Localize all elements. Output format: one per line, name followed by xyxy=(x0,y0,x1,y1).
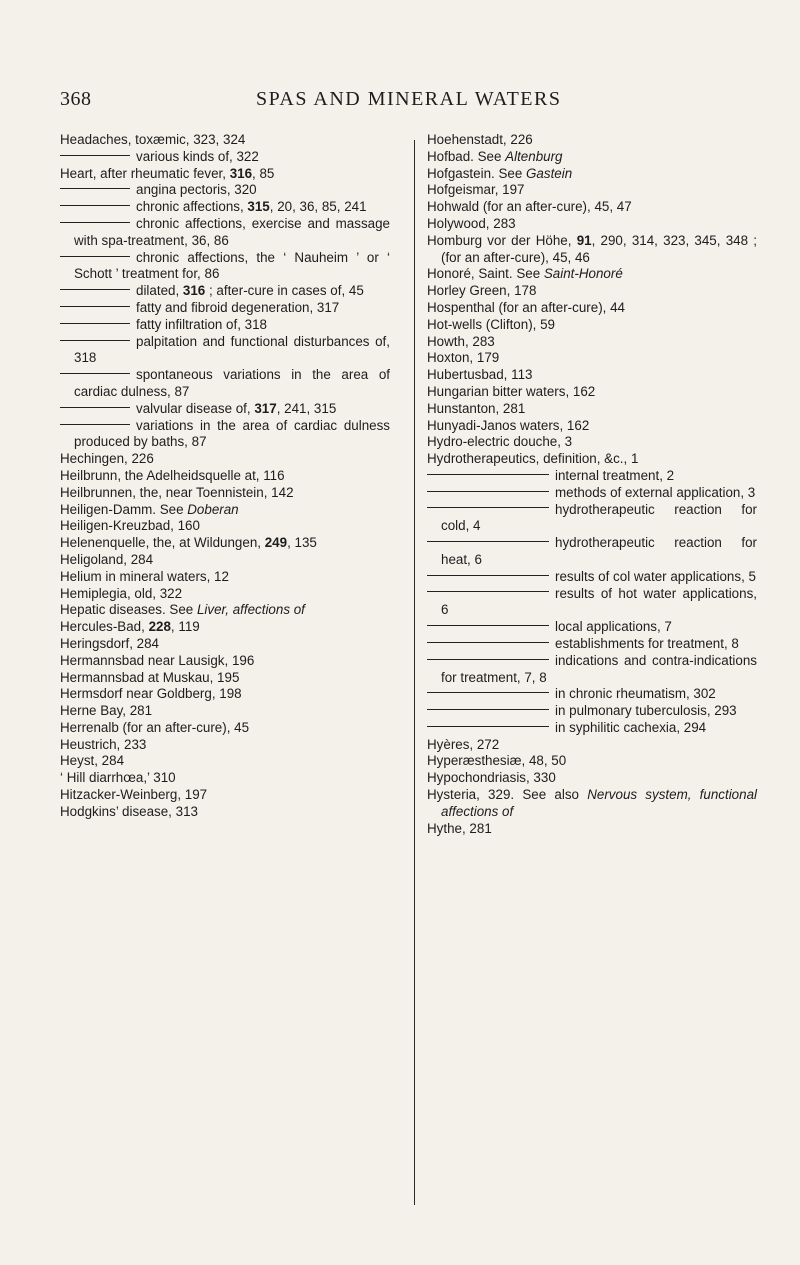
ditto-dash xyxy=(427,575,549,576)
index-subentry: methods of external application, 3 xyxy=(427,485,757,502)
index-entry: Hospenthal (for an after-cure), 44 xyxy=(427,299,625,315)
ditto-dash xyxy=(60,373,130,374)
index-subentry: in pulmonary tuberculosis, 293 xyxy=(427,703,757,720)
index-entry: Honoré, Saint. See Saint-Honoré xyxy=(427,266,623,282)
ditto-dash xyxy=(427,507,549,508)
ditto-dash xyxy=(427,541,549,542)
index-entry: Heart, after rheumatic fever, 316, 85 xyxy=(60,165,275,181)
index-subentry: valvular disease of, 317, 241, 315 xyxy=(60,401,390,418)
index-entry: Holywood, 283 xyxy=(427,215,516,231)
index-subentry: results of hot water applications, 6 xyxy=(427,586,757,620)
index-entry: Hoehenstadt, 226 xyxy=(427,132,533,147)
ditto-dash xyxy=(427,491,549,492)
index-entry: Hydro-electric douche, 3 xyxy=(427,434,573,450)
index-subentry: various kinds of, 322 xyxy=(60,149,390,166)
index-entry: Hot-wells (Clifton), 59 xyxy=(427,316,555,332)
index-entry: Horley Green, 178 xyxy=(427,283,537,299)
ditto-dash xyxy=(427,692,549,693)
index-column-left xyxy=(60,132,390,821)
index-subentry: chronic affections, exercise and massage with spa-treatment, 36, 86 xyxy=(60,216,390,250)
ditto-dash xyxy=(427,591,549,592)
index-entry: Heiligen-Damm. See Doberan xyxy=(60,501,239,517)
index-entry: Hohwald (for an after-cure), 45, 47 xyxy=(427,199,632,215)
index-entry: Heringsdorf, 284 xyxy=(60,635,159,651)
index-entry: Hyperæsthesiæ, 48, 50 xyxy=(427,753,567,769)
ditto-dash xyxy=(60,155,130,156)
ditto-dash xyxy=(60,323,130,324)
index-entry: Hermannsbad at Muskau, 195 xyxy=(60,669,240,685)
ditto-dash xyxy=(60,306,130,307)
index-entry: Helium in mineral waters, 12 xyxy=(60,568,229,584)
index-subentry: chronic affections, 315, 20, 36, 85, 241 xyxy=(60,199,390,216)
ditto-dash xyxy=(60,424,130,425)
index-entry: Hodgkins’ disease, 313 xyxy=(60,803,198,819)
ditto-dash xyxy=(60,222,130,223)
index-subentry: chronic affections, the ‘ Nauheim ’ or ‘ Schott ’ treatment for, 86 xyxy=(60,250,390,284)
index-subentry: spontaneous variations in the area of cardiac dulness, 87 xyxy=(60,367,390,401)
ditto-dash xyxy=(60,205,130,206)
index-entry: Hemiplegia, old, 322 xyxy=(60,585,183,601)
ditto-dash xyxy=(60,340,130,341)
index-entry: Hercules-Bad, 228, 119 xyxy=(60,619,200,635)
ditto-dash xyxy=(427,659,549,660)
index-entry: Hydrotherapeutics, definition, &c., 1 xyxy=(427,451,639,467)
index-entry: Hepatic diseases. See Liver, affections of xyxy=(60,602,305,618)
index-entry: Hungarian bitter waters, 162 xyxy=(427,383,596,399)
index-entry: Hermsdorf near Goldberg, 198 xyxy=(60,686,242,702)
index-entry: Howth, 283 xyxy=(427,333,495,349)
index-entry: Herrenalb (for an after-cure), 45 xyxy=(60,719,250,735)
index-subentry: in syphilitic cachexia, 294 xyxy=(427,720,757,737)
index-entry: Hunyadi-Janos waters, 162 xyxy=(427,417,590,433)
index-subentry: palpitation and functional disturbances of, 318 xyxy=(60,334,390,368)
index-entry: Heustrich, 233 xyxy=(60,736,147,752)
index-subentry: establishments for treatment, 8 xyxy=(427,636,757,653)
index-subentry: local applications, 7 xyxy=(427,619,757,636)
ditto-dash xyxy=(427,642,549,643)
ditto-dash xyxy=(60,256,130,257)
index-entry: Headaches, toxæmic, 323, 324 xyxy=(60,132,246,147)
index-subentry: indications and contra-indications for treatment, 7, 8 xyxy=(427,653,757,687)
index-entry: Hermannsbad near Lausigk, 196 xyxy=(60,652,255,668)
ditto-dash xyxy=(427,726,549,727)
index-subentry: angina pectoris, 320 xyxy=(60,182,390,199)
index-subentry: variations in the area of cardiac dulness produced by baths, 87 xyxy=(60,418,390,452)
ditto-dash xyxy=(60,289,130,290)
index-entry: Heiligen-Kreuzbad, 160 xyxy=(60,518,200,534)
index-subentry: in chronic rheumatism, 302 xyxy=(427,686,757,703)
index-entry: Hythe, 281 xyxy=(427,820,492,836)
index-entry: Heligoland, 284 xyxy=(60,551,154,567)
index-entry: Heilbrunnen, the, near Toennistein, 142 xyxy=(60,484,294,500)
index-entry: Hechingen, 226 xyxy=(60,451,154,467)
index-subentry: hydrotherapeutic reaction for cold, 4 xyxy=(427,502,757,536)
index-entry: Hoxton, 179 xyxy=(427,350,500,366)
ditto-dash xyxy=(60,188,130,189)
index-entry: Hypochondriasis, 330 xyxy=(427,770,556,786)
index-entry: Herne Bay, 281 xyxy=(60,703,153,719)
index-entry: Heilbrunn, the Adelheidsquelle at, 116 xyxy=(60,467,285,483)
index-entry: ‘ Hill diarrhœa,’ 310 xyxy=(60,770,176,786)
index-entry: Hunstanton, 281 xyxy=(427,400,526,416)
index-subentry: internal treatment, 2 xyxy=(427,468,757,485)
index-column-right xyxy=(427,132,757,837)
index-entry: Hofgeismar, 197 xyxy=(427,182,525,198)
index-subentry: dilated, 316 ; after-cure in cases of, 45 xyxy=(60,283,390,300)
index-entry: Homburg vor der Höhe, 91, 290, 314, 323, 345, 348 ; (for an after-cure), 45, 46 xyxy=(427,232,757,265)
ditto-dash xyxy=(60,407,130,408)
index-entry: Helenenquelle, the, at Wildungen, 249, 135 xyxy=(60,535,317,551)
ditto-dash xyxy=(427,625,549,626)
index-entry: Hyères, 272 xyxy=(427,736,500,752)
index-entry: Hofgastein. See Gastein xyxy=(427,165,573,181)
page-number: 368 xyxy=(60,88,92,110)
index-entry: Heyst, 284 xyxy=(60,753,125,769)
index-subentry: results of col water applications, 5 xyxy=(427,569,757,586)
index-entry: Hubertusbad, 113 xyxy=(427,367,533,383)
index-subentry: fatty and fibroid degeneration, 317 xyxy=(60,300,390,317)
ditto-dash xyxy=(427,709,549,710)
page-title: SPAS AND MINERAL WATERS xyxy=(256,88,562,110)
index-subentry: hydrotherapeutic reaction for heat, 6 xyxy=(427,535,757,569)
index-subentry: fatty infiltration of, 318 xyxy=(60,317,390,334)
index-entry: Hitzacker-Weinberg, 197 xyxy=(60,787,208,803)
index-entry: Hysteria, 329. See also Nervous system, functional affections of xyxy=(427,787,757,819)
index-entry: Hofbad. See Altenburg xyxy=(427,148,563,164)
ditto-dash xyxy=(427,474,549,475)
column-divider xyxy=(414,140,415,1205)
